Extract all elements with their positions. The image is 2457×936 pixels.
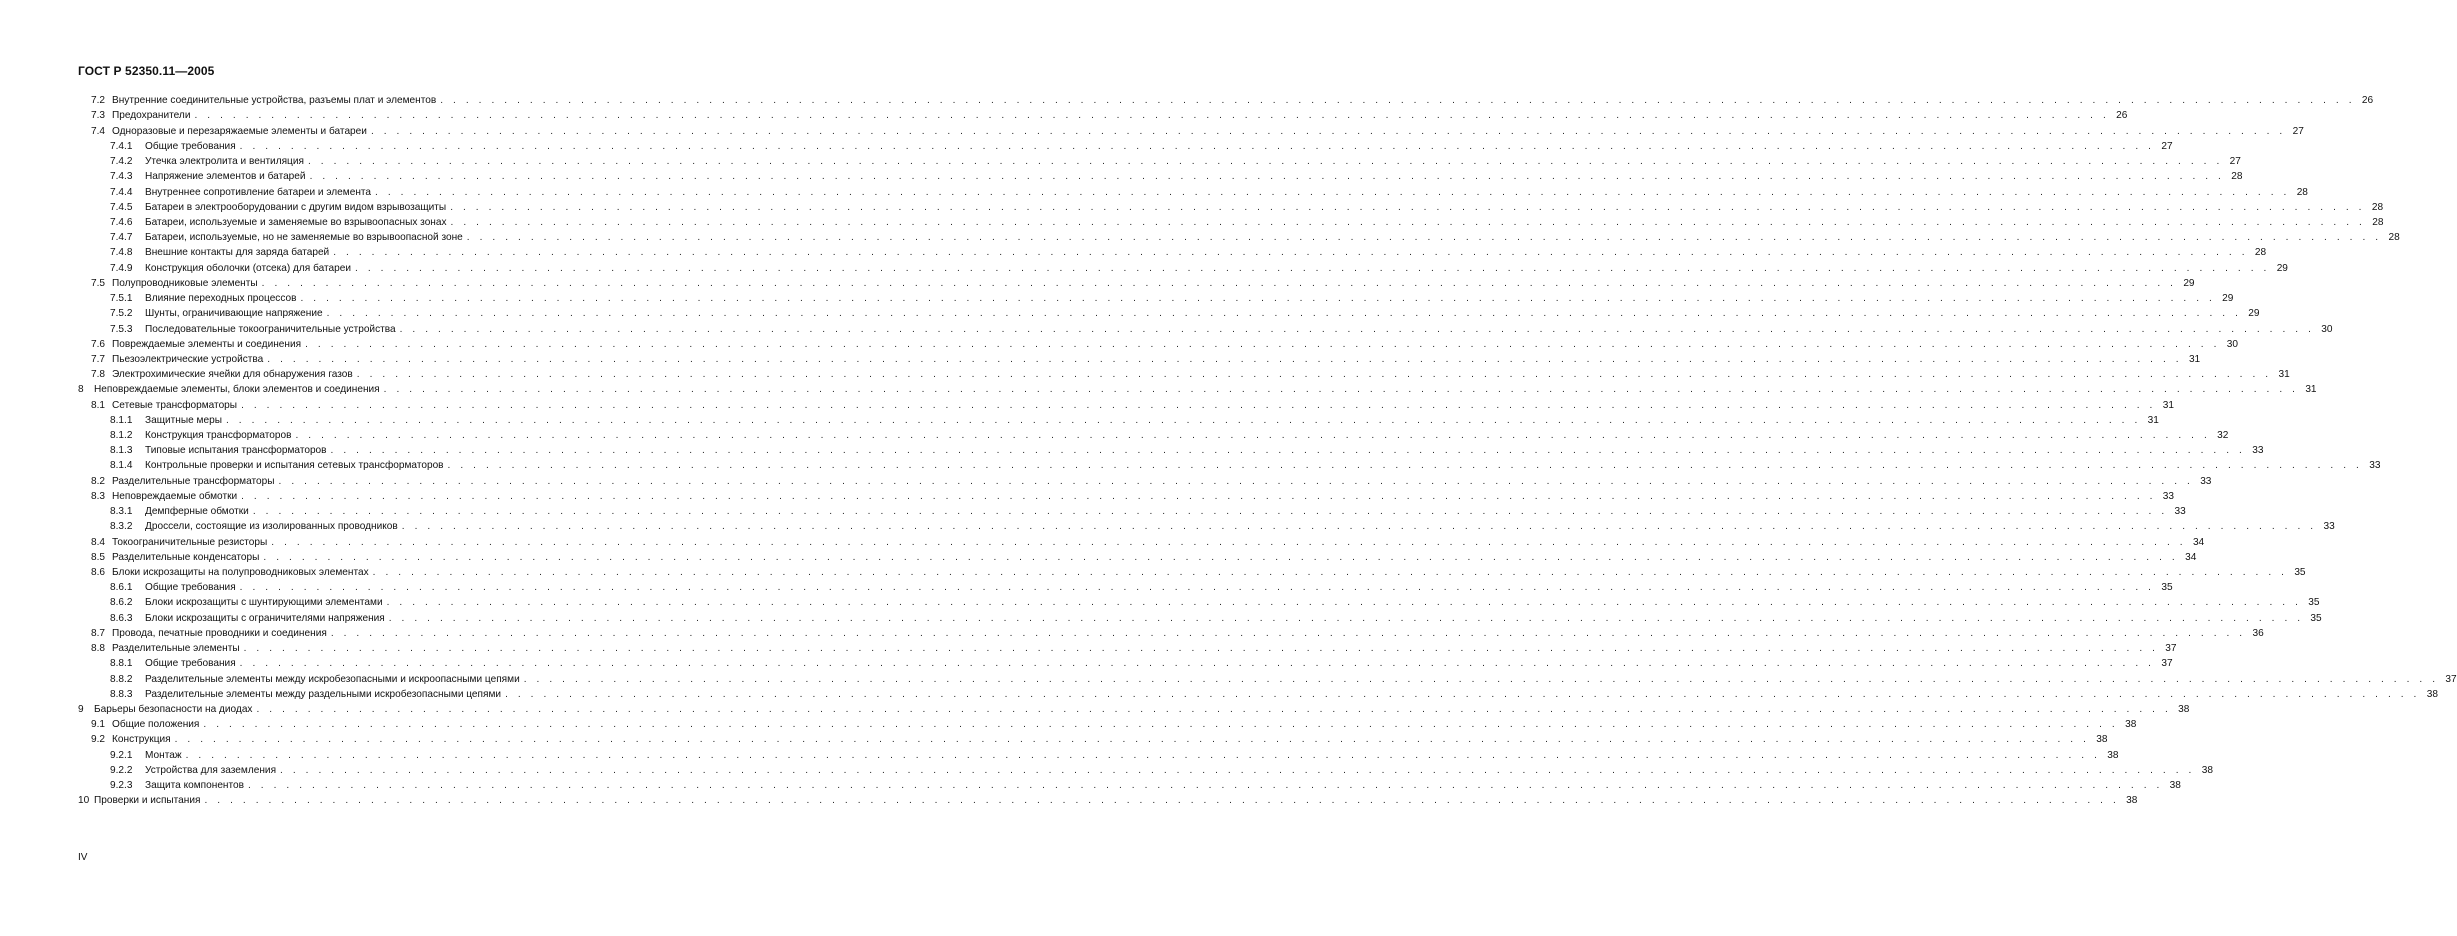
toc-entry-page: 38 [2201, 764, 2213, 776]
toc-entry [78, 762, 2213, 777]
toc-entry [78, 336, 2238, 351]
toc-dot-leader [190, 110, 2109, 122]
toc-dot-leader [520, 674, 2439, 686]
toc-dot-leader [436, 95, 2355, 107]
toc-entry [78, 472, 2212, 487]
toc-entry-page: 33 [2162, 490, 2175, 502]
toc-entry [78, 701, 2190, 716]
toc-entry [78, 259, 2288, 274]
toc-entry-page: 26 [2361, 95, 2374, 107]
toc-entry-page: 27 [2292, 125, 2304, 137]
toc-dot-leader [327, 628, 2246, 640]
toc-entry [78, 686, 2438, 701]
toc-entry-number: 7.5.3 [110, 323, 133, 335]
toc-entry-title: Разделительные элементы [112, 643, 240, 655]
toc-entry-page: 29 [2183, 277, 2195, 289]
toc-dot-leader [383, 597, 2302, 609]
toc-entry-page: 28 [2371, 201, 2384, 213]
toc-dot-leader [244, 780, 2163, 792]
toc-dot-leader [249, 506, 2168, 518]
toc-entry-title: Блоки искрозащиты с ограничителями напряжения [145, 612, 385, 624]
toc-entry-number: 8.1.1 [110, 414, 133, 426]
toc-entry-number: 9 [78, 703, 84, 715]
toc-entry-title: Защита компонентов [145, 780, 244, 792]
toc-dot-leader [267, 537, 2186, 549]
toc-entry-number: 7.5.1 [110, 293, 133, 305]
toc-entry [78, 92, 2374, 107]
toc-entry-page: 33 [2200, 475, 2212, 487]
toc-entry-title: Батареи, используемые и заменяемые во взрывоопасных зонах [145, 216, 447, 228]
toc-entry-page: 38 [2125, 719, 2137, 731]
toc-entry-title: Контрольные проверки и испытания сетевых трансформаторов [145, 460, 444, 472]
toc-entry-number: 7.7 [91, 353, 106, 365]
toc-entry [78, 381, 2317, 396]
toc-dot-leader [200, 795, 2119, 807]
toc-entry-title: Общие положения [112, 719, 200, 731]
toc-entry-title: Последовательные токоограничительные устройства [145, 323, 396, 335]
toc-entry-title: Электрохимические ячейки для обнаружения газов [112, 369, 353, 381]
toc-entry-number: 7.6 [91, 338, 106, 350]
toc-entry-title: Разделительные конденсаторы [112, 551, 260, 563]
toc-entry-number: 7.4.5 [110, 201, 133, 213]
toc-entry-title: Пьезоэлектрические устройства [112, 353, 264, 365]
toc-entry [78, 153, 2241, 168]
toc-entry-title: Одноразовые и перезаряжаемые элементы и батареи [112, 125, 367, 137]
toc-entry-page: 28 [2231, 171, 2243, 183]
toc-entry-page: 35 [2308, 597, 2320, 609]
toc-entry-page: 27 [2229, 156, 2241, 168]
toc-entry-title: Блоки искрозащиты на полупроводниковых элементах [112, 567, 369, 578]
toc-entry-page: 27 [2161, 140, 2173, 152]
toc-dot-leader [351, 263, 2270, 275]
toc-entry-page: 29 [2276, 262, 2288, 274]
toc-entry-number: 7.4.3 [110, 171, 133, 183]
toc-dot-leader [444, 460, 2363, 472]
toc-entry-page: 32 [2217, 430, 2229, 442]
toc-entry [78, 320, 2333, 335]
toc-entry-title: Внутреннее сопротивление батареи и элемента [145, 186, 372, 198]
toc-dot-leader [447, 217, 2366, 229]
toc-entry-page: 35 [2294, 567, 2306, 578]
toc-dot-leader [396, 324, 2315, 336]
toc-dot-leader [171, 734, 2090, 746]
toc-dot-leader [259, 552, 2178, 564]
toc-entry-page: 28 [2254, 247, 2267, 259]
toc-entry-page: 38 [2169, 780, 2181, 792]
toc-entry-title: Неповреждаемые элементы, блоки элементов и соединения [94, 384, 380, 396]
toc-entry-number: 7.4.6 [110, 216, 133, 228]
toc-dot-leader [329, 247, 2248, 259]
toc-dot-leader [236, 582, 2155, 594]
table-of-contents [78, 92, 2457, 807]
toc-entry-page: 30 [2226, 338, 2238, 350]
toc-entry-title: Устройства для заземления [145, 764, 277, 776]
toc-entry-number: 9.2.3 [110, 780, 133, 792]
toc-dot-leader [276, 765, 2195, 777]
toc-entry [78, 427, 2229, 442]
page-number: IV [78, 852, 88, 863]
toc-entry-number: 9.2 [91, 734, 106, 746]
toc-entry [78, 746, 2119, 761]
toc-entry-title: Проверки и испытания [94, 795, 201, 807]
toc-entry-title: Типовые испытания трансформаторов [145, 445, 327, 457]
toc-entry-number: 8.3 [91, 490, 106, 502]
toc-entry-page: 38 [2426, 688, 2438, 700]
toc-entry-title: Предохранители [112, 110, 191, 122]
toc-entry [78, 214, 2384, 229]
toc-entry-title: Напряжение элементов и батарей [145, 171, 306, 183]
toc-entry-page: 33 [2369, 460, 2381, 472]
toc-entry-page: 28 [2388, 232, 2400, 244]
toc-entry [78, 183, 2308, 198]
toc-entry-page: 30 [2321, 323, 2333, 335]
toc-dot-leader [199, 719, 2118, 731]
toc-entry-number: 8.2 [91, 475, 106, 487]
toc-entry-title: Неповреждаемые обмотки [112, 490, 238, 502]
toc-entry-page: 29 [2248, 308, 2260, 320]
toc-entry [78, 122, 2304, 137]
toc-entry-number: 8.8.3 [110, 688, 133, 700]
toc-entry-title: Сетевые трансформаторы [112, 399, 238, 411]
toc-entry-page: 34 [2192, 536, 2205, 548]
toc-entry-page: 38 [2107, 749, 2119, 761]
toc-entry [78, 640, 2177, 655]
toc-entry-number: 7.3 [91, 110, 106, 122]
toc-entry [78, 579, 2173, 594]
toc-dot-leader [237, 491, 2156, 503]
toc-entry-title: Барьеры безопасности на диодах [94, 703, 253, 715]
toc-dot-leader [263, 354, 2182, 366]
toc-dot-leader [380, 384, 2299, 396]
toc-entry-number: 7.4.9 [110, 262, 133, 274]
toc-entry-title: Шунты, ограничивающие напряжение [145, 308, 323, 320]
toc-entry-page: 37 [2165, 643, 2177, 655]
toc-dot-leader [291, 430, 2210, 442]
toc-dot-leader [236, 658, 2155, 670]
toc-entry [78, 442, 2264, 457]
toc-entry-number: 7.4.7 [110, 232, 133, 244]
toc-entry-title: Общие требования [145, 140, 236, 152]
toc-entry-page: 31 [2305, 384, 2317, 396]
toc-entry-number: 8.6 [91, 567, 106, 578]
toc-entry-title: Дроссели, состоящие из изолированных проводников [145, 521, 398, 533]
toc-dot-leader [236, 141, 2155, 153]
toc-entry-title: Внутренние соединительные устройства, разъемы плат и элементов [112, 95, 437, 107]
toc-entry-number: 7.8 [91, 369, 106, 381]
toc-entry-title: Монтаж [145, 749, 182, 761]
toc-entry-number: 8.8.2 [110, 673, 133, 685]
toc-entry-title: Разделительные элементы между искробезопасными и искроопасными цепями [145, 673, 520, 685]
toc-entry [78, 457, 2381, 472]
toc-entry-page: 29 [2222, 293, 2234, 305]
toc-entry-number: 7.4.2 [110, 156, 133, 168]
toc-dot-leader [446, 202, 2365, 214]
toc-entry-page: 38 [2126, 795, 2138, 807]
toc-entry [78, 396, 2174, 411]
toc-dot-leader [327, 445, 2246, 457]
toc-entry-page: 31 [2188, 353, 2201, 365]
toc-entry-page: 33 [2323, 521, 2335, 533]
toc-entry-title: Повреждаемые элементы и соединения [112, 338, 302, 350]
toc-entry-page: 34 [2185, 551, 2197, 563]
toc-entry-title: Батареи в электрооборудовании с другим видом взрывозащиты [145, 201, 447, 213]
toc-entry [78, 731, 2108, 746]
toc-entry [78, 670, 2457, 685]
toc-entry [78, 138, 2173, 153]
toc-dot-leader [301, 339, 2220, 351]
toc-entry-number: 8.5 [91, 551, 106, 563]
toc-entry-title: Утечка электролита и вентиляция [145, 156, 304, 168]
toc-entry-number: 8.1 [91, 399, 106, 411]
toc-entry-page: 31 [2162, 399, 2174, 411]
toc-entry-number: 8.8.1 [110, 658, 133, 670]
toc-entry-number: 8.3.1 [110, 506, 133, 518]
toc-dot-leader [237, 400, 2156, 412]
toc-entry [78, 777, 2181, 792]
toc-entry-title: Разделительные элементы между раздельными искробезопасными цепями [145, 688, 502, 700]
toc-entry [78, 290, 2234, 305]
toc-entry-title: Конструкция оболочки (отсека) для батареи [145, 262, 352, 274]
toc-dot-leader [275, 476, 2194, 488]
toc-entry [78, 244, 2267, 259]
toc-dot-leader [369, 567, 2288, 579]
toc-entry-title: Конструкция [112, 734, 171, 746]
toc-entry [78, 199, 2384, 214]
toc-entry-title: Разделительные трансформаторы [112, 475, 275, 487]
toc-entry-number: 8.3.2 [110, 521, 133, 533]
toc-entry-number: 8.4 [91, 536, 106, 548]
toc-entry-number: 9.2.1 [110, 749, 133, 761]
toc-entry-number: 8.6.1 [110, 582, 133, 594]
toc-dot-leader [297, 293, 2216, 305]
toc-entry-number: 7.5 [91, 277, 106, 289]
toc-entry-title: Демпферные обмотки [145, 506, 249, 518]
toc-dot-leader [367, 126, 2286, 138]
toc-entry-page: 37 [2445, 673, 2457, 685]
toc-dot-leader [501, 689, 2420, 701]
toc-entry-page: 28 [2296, 186, 2308, 198]
toc-entry-number: 8 [78, 384, 84, 396]
toc-entry-number: 7.4 [91, 125, 106, 137]
toc-entry-title: Конструкция трансформаторов [145, 430, 292, 442]
toc-entry-title: Общие требования [145, 582, 236, 594]
toc-entry [78, 488, 2175, 503]
toc-entry [78, 168, 2243, 183]
toc-entry-page: 38 [2096, 734, 2108, 746]
toc-dot-leader [252, 704, 2171, 716]
toc-dot-leader [463, 232, 2382, 244]
toc-entry-page: 33 [2174, 506, 2186, 518]
toc-dot-leader [222, 415, 2141, 427]
toc-entry-page: 35 [2310, 612, 2322, 624]
toc-dot-leader [323, 308, 2242, 320]
toc-entry-number: 8.7 [91, 627, 106, 639]
toc-entry-title: Батареи, используемые, но не заменяемые во взрывоопасной зоне [145, 232, 463, 244]
document-header: ГОСТ Р 52350.11—2005 [78, 64, 215, 78]
toc-entry-title: Токоограничительные резисторы [112, 536, 268, 548]
toc-entry [78, 792, 2138, 807]
toc-dot-leader [385, 613, 2304, 625]
toc-entry-number: 7.2 [91, 95, 106, 107]
toc-entry-number: 8.1.2 [110, 430, 133, 442]
toc-dot-leader [306, 171, 2225, 183]
toc-dot-leader [304, 156, 2223, 168]
toc-entry-title: Блоки искрозащиты с шунтирующими элементами [145, 597, 383, 609]
toc-entry-title: Влияние переходных процессов [145, 293, 297, 305]
toc-dot-leader [398, 521, 2317, 533]
toc-entry [78, 549, 2197, 564]
toc-entry-number: 9.1 [91, 719, 106, 731]
toc-entry [78, 518, 2335, 533]
toc-dot-leader [182, 750, 2101, 762]
toc-entry-number: 10 [78, 795, 90, 807]
toc-entry [78, 625, 2264, 640]
toc-entry-page: 38 [2178, 703, 2190, 715]
toc-dot-leader [258, 278, 2177, 290]
toc-entry-title: Внешние контакты для заряда батарей [145, 247, 330, 259]
toc-dot-leader [353, 369, 2272, 381]
toc-entry-number: 8.1.3 [110, 445, 133, 457]
toc-entry [78, 305, 2260, 320]
toc-entry [78, 716, 2137, 731]
toc-entry-title: Полупроводниковые элементы [112, 277, 258, 289]
toc-entry [78, 564, 2306, 579]
toc-entry-number: 8.1.4 [110, 460, 133, 472]
toc-entry [78, 594, 2320, 609]
toc-entry [78, 366, 2290, 381]
toc-entry [78, 412, 2159, 427]
toc-entry-page: 37 [2161, 658, 2173, 670]
toc-entry-page: 26 [2116, 110, 2128, 122]
toc-entry [78, 229, 2400, 244]
toc-entry-number: 7.4.8 [110, 247, 133, 259]
toc-entry-number: 8.6.2 [110, 597, 133, 609]
toc-entry-number: 8.8 [91, 643, 106, 655]
toc-entry [78, 655, 2173, 670]
toc-entry-page: 33 [2252, 445, 2264, 457]
toc-entry-number: 7.5.2 [110, 308, 133, 320]
toc-entry-title: Провода, печатные проводники и соединения [112, 627, 327, 639]
toc-entry-number: 8.6.3 [110, 612, 133, 624]
toc-entry-title: Общие требования [145, 658, 236, 670]
toc-entry [78, 609, 2322, 624]
toc-entry [78, 503, 2186, 518]
toc-entry-page: 35 [2161, 582, 2173, 594]
toc-entry [78, 533, 2205, 548]
toc-dot-leader [240, 643, 2159, 655]
toc-entry [78, 275, 2195, 290]
toc-entry-page: 31 [2147, 414, 2159, 426]
toc-entry-number: 7.4.4 [110, 186, 133, 198]
toc-dot-leader [371, 187, 2290, 199]
toc-entry [78, 351, 2201, 366]
toc-entry [78, 107, 2128, 122]
toc-entry-page: 36 [2252, 627, 2264, 639]
toc-entry-number: 7.4.1 [110, 140, 133, 152]
toc-entry-title: Защитные меры [145, 414, 222, 426]
toc-entry-number: 9.2.2 [110, 764, 133, 776]
toc-entry-page: 28 [2372, 216, 2384, 228]
toc-entry-page: 31 [2278, 369, 2290, 381]
